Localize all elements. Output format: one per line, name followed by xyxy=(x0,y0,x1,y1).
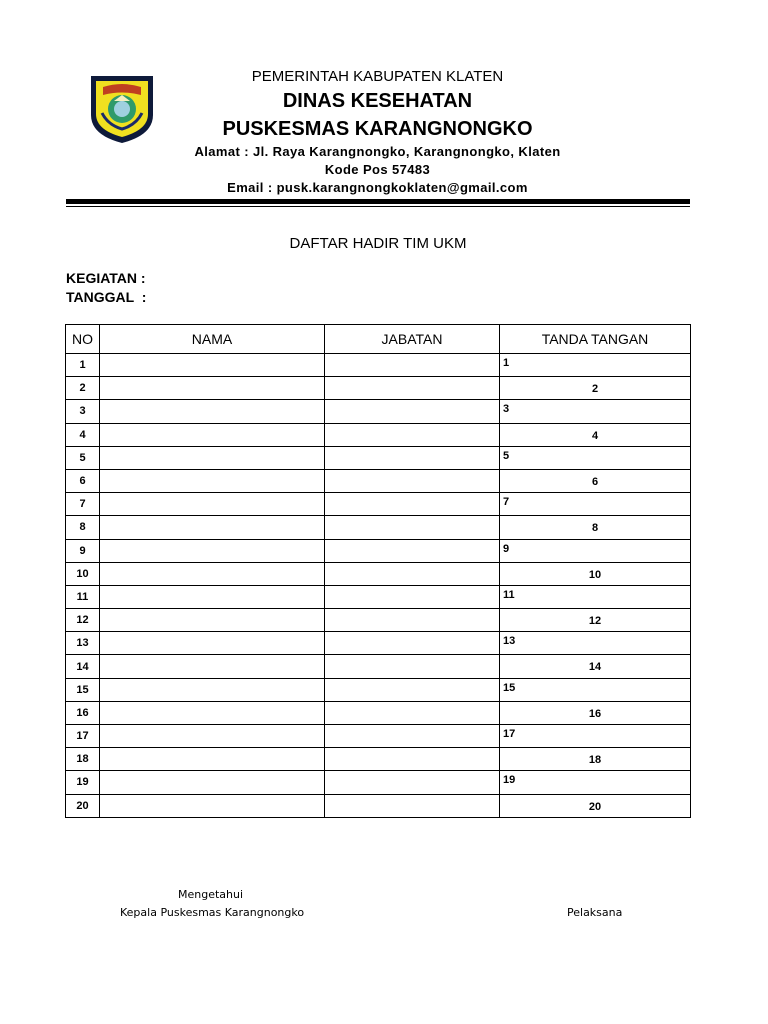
signature-cell[interactable] xyxy=(500,585,691,608)
signature-cell[interactable] xyxy=(500,446,691,469)
table-row xyxy=(66,377,691,400)
email-line: Email : pusk.karangnongkoklaten@gmail.com xyxy=(227,180,528,195)
jabatan-cell[interactable] xyxy=(325,354,500,377)
row-number: 12 xyxy=(66,609,100,632)
table-row xyxy=(66,655,691,678)
table-row xyxy=(66,678,691,701)
nama-cell[interactable] xyxy=(100,423,325,446)
nama-cell[interactable] xyxy=(100,655,325,678)
table-row xyxy=(66,748,691,771)
table-row xyxy=(66,446,691,469)
jabatan-cell[interactable] xyxy=(325,377,500,400)
signature-number: 18 xyxy=(588,754,602,767)
row-number: 13 xyxy=(66,632,100,655)
signature-cell[interactable] xyxy=(500,423,691,446)
table-row xyxy=(66,354,691,377)
table-row xyxy=(66,585,691,608)
table-row xyxy=(66,469,691,492)
address-line: Alamat : Jl. Raya Karangnongko, Karangnongko, Klaten xyxy=(194,144,561,159)
header-divider-thick xyxy=(66,199,690,204)
signature-number: 9 xyxy=(503,542,510,555)
signature-number: 12 xyxy=(588,615,602,628)
signature-cell[interactable] xyxy=(500,632,691,655)
signature-number: 17 xyxy=(503,728,516,740)
nama-cell[interactable] xyxy=(100,794,325,817)
signature-cell[interactable] xyxy=(500,562,691,585)
signature-number: 4 xyxy=(591,429,599,442)
row-number: 9 xyxy=(66,539,100,562)
jabatan-cell[interactable] xyxy=(325,655,500,678)
row-number: 20 xyxy=(66,794,100,817)
jabatan-cell[interactable] xyxy=(325,400,500,423)
signature-number: 2 xyxy=(591,383,599,396)
jabatan-cell[interactable] xyxy=(325,609,500,632)
table-row xyxy=(66,725,691,748)
jabatan-cell[interactable] xyxy=(325,562,500,585)
row-number: 18 xyxy=(66,748,100,771)
table-row xyxy=(66,539,691,562)
signature-cell[interactable] xyxy=(500,748,691,771)
table-row xyxy=(66,423,691,446)
jabatan-cell[interactable] xyxy=(325,539,500,562)
table-row xyxy=(66,562,691,585)
signature-cell[interactable] xyxy=(500,701,691,724)
signature-number: 20 xyxy=(588,800,602,813)
signature-cell[interactable] xyxy=(500,609,691,632)
table-row xyxy=(66,771,691,794)
signature-number: 7 xyxy=(503,496,510,509)
institution-name: PUSKESMAS KARANGNONGKO xyxy=(222,118,533,140)
table-row xyxy=(66,701,691,724)
nama-cell[interactable] xyxy=(100,446,325,469)
signature-number: 16 xyxy=(588,707,602,720)
row-number: 10 xyxy=(66,562,100,585)
jabatan-cell[interactable] xyxy=(325,678,500,701)
signature-number: 15 xyxy=(503,681,516,694)
table-header-row xyxy=(66,325,691,354)
row-number: 5 xyxy=(66,446,100,469)
table-row xyxy=(66,493,691,516)
row-number: 6 xyxy=(66,469,100,492)
jabatan-cell[interactable] xyxy=(325,701,500,724)
nama-cell[interactable] xyxy=(100,354,325,377)
header-tanda-tangan: TANDA TANGAN xyxy=(500,325,691,354)
signature-cell[interactable] xyxy=(500,493,691,516)
jabatan-cell[interactable] xyxy=(325,748,500,771)
row-number: 2 xyxy=(66,377,100,400)
header-divider-thin xyxy=(66,206,690,207)
signature-number: 8 xyxy=(591,522,599,535)
nama-cell[interactable] xyxy=(100,725,325,748)
signature-number: 3 xyxy=(503,403,510,416)
signature-cell[interactable] xyxy=(500,725,691,748)
signature-cell[interactable] xyxy=(500,469,691,492)
mengetahui-label: Mengetahui xyxy=(178,888,244,901)
row-number: 11 xyxy=(66,585,100,608)
table-row xyxy=(66,400,691,423)
attendance-table xyxy=(65,324,691,818)
nama-cell[interactable] xyxy=(100,539,325,562)
nama-cell[interactable] xyxy=(100,562,325,585)
pelaksana-label: Pelaksana xyxy=(567,906,623,919)
nama-cell[interactable] xyxy=(100,469,325,492)
signature-number: 19 xyxy=(503,774,516,787)
jabatan-cell[interactable] xyxy=(325,771,500,794)
table-row xyxy=(66,609,691,632)
nama-cell[interactable] xyxy=(100,493,325,516)
jabatan-cell[interactable] xyxy=(325,725,500,748)
nama-cell[interactable] xyxy=(100,377,325,400)
nama-cell[interactable] xyxy=(100,585,325,608)
row-number: 7 xyxy=(66,493,100,516)
row-number: 15 xyxy=(66,678,100,701)
signature-number: 1 xyxy=(503,357,510,369)
signature-cell[interactable] xyxy=(500,400,691,423)
jabatan-cell[interactable] xyxy=(325,446,500,469)
jabatan-cell[interactable] xyxy=(325,469,500,492)
jabatan-cell[interactable] xyxy=(325,585,500,608)
table-row xyxy=(66,632,691,655)
row-number: 16 xyxy=(66,701,100,724)
row-number: 8 xyxy=(66,516,100,539)
signature-number: 11 xyxy=(503,588,515,601)
tanggal-label: TANGGAL : xyxy=(66,289,147,305)
jabatan-cell[interactable] xyxy=(325,423,500,446)
signature-number: 14 xyxy=(588,661,602,674)
header-nama: NAMA xyxy=(100,325,325,354)
row-number: 1 xyxy=(66,354,100,377)
row-number: 17 xyxy=(66,725,100,748)
nama-cell[interactable] xyxy=(100,701,325,724)
row-number: 19 xyxy=(66,771,100,794)
table-body xyxy=(66,354,691,818)
postal-code: Kode Pos 57483 xyxy=(324,162,431,177)
signature-cell[interactable] xyxy=(500,354,691,377)
nama-cell[interactable] xyxy=(100,632,325,655)
row-number: 4 xyxy=(66,423,100,446)
nama-cell[interactable] xyxy=(100,516,325,539)
table-row xyxy=(66,516,691,539)
signature-cell[interactable] xyxy=(500,655,691,678)
kegiatan-label: KEGIATAN : xyxy=(66,270,146,286)
signature-number: 5 xyxy=(503,449,510,462)
header-no: NO xyxy=(66,325,100,354)
signature-number: 6 xyxy=(591,475,599,488)
signature-cell[interactable] xyxy=(500,377,691,400)
government-name: PEMERINTAH KABUPATEN KLATEN xyxy=(251,68,504,85)
nama-cell[interactable] xyxy=(100,678,325,701)
nama-cell[interactable] xyxy=(100,771,325,794)
signature-cell[interactable] xyxy=(500,539,691,562)
header-jabatan: JABATAN xyxy=(325,325,500,354)
signature-cell[interactable] xyxy=(500,678,691,701)
signature-cell[interactable] xyxy=(500,771,691,794)
signature-number: 10 xyxy=(588,568,602,581)
kepala-puskesmas-label: Kepala Puskesmas Karangnongko xyxy=(120,906,305,919)
signature-cell[interactable] xyxy=(500,516,691,539)
nama-cell[interactable] xyxy=(100,400,325,423)
row-number: 3 xyxy=(66,400,100,423)
department-name: DINAS KESEHATAN xyxy=(282,90,473,112)
nama-cell[interactable] xyxy=(100,609,325,632)
jabatan-cell[interactable] xyxy=(325,632,500,655)
row-number: 14 xyxy=(66,655,100,678)
signature-cell[interactable] xyxy=(500,794,691,817)
table-row xyxy=(66,794,691,817)
jabatan-cell[interactable] xyxy=(325,493,500,516)
nama-cell[interactable] xyxy=(100,748,325,771)
document-title: DAFTAR HADIR TIM UKM xyxy=(289,235,467,252)
signature-number: 13 xyxy=(503,635,516,648)
jabatan-cell[interactable] xyxy=(325,794,500,817)
jabatan-cell[interactable] xyxy=(325,516,500,539)
